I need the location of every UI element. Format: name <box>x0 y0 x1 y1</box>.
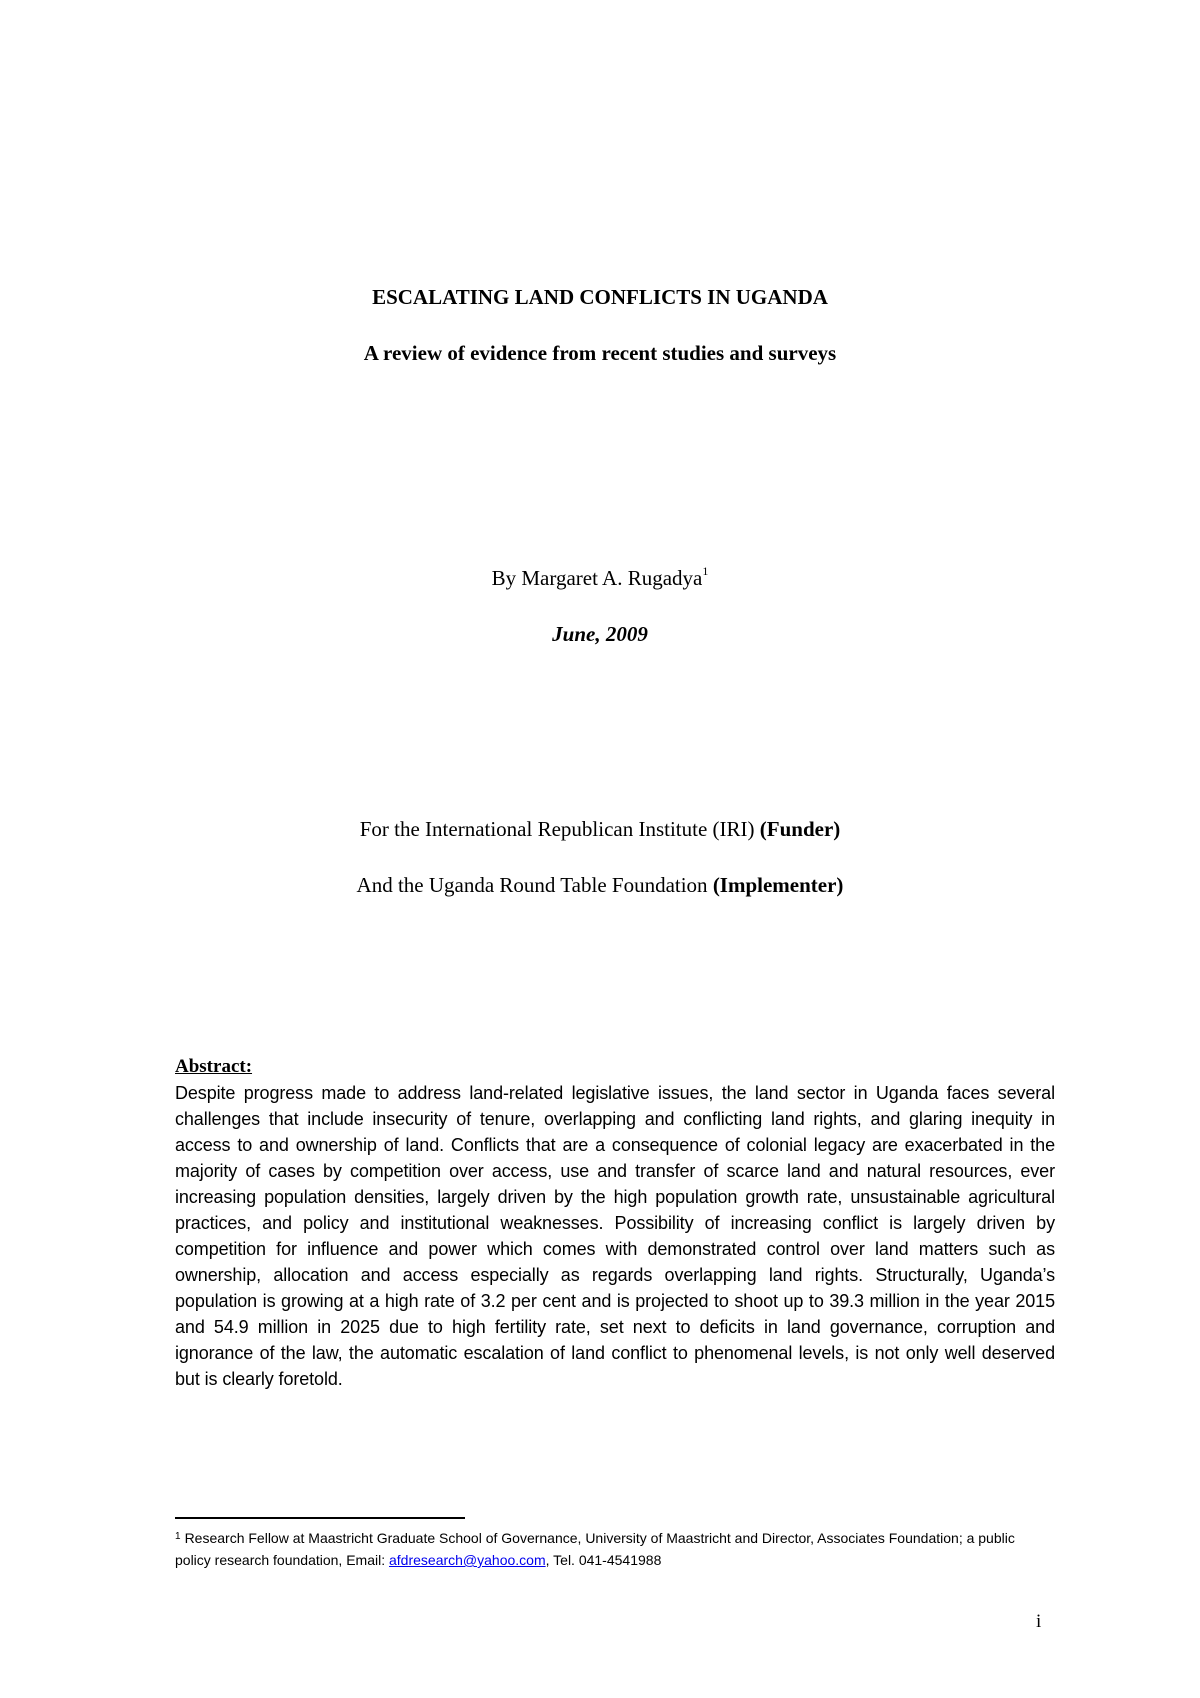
funder-role: (Funder) <box>759 817 841 841</box>
funder-text: For the International Republican Institute (IRI) <box>359 817 760 841</box>
implementer-line <box>0 873 1200 898</box>
page-number: i <box>1036 1611 1042 1632</box>
author-line <box>0 566 1200 591</box>
abstract-body: Despite progress made to address land-related legislative issues, the land sector in Uganda faces several challenges that include insecurity of tenure, overlapping and conflicting land rights, and glaring inequity in access to and ownership of land. Conflicts that are a consequence of colonial legacy are exacerbated in the majority of cases by competition over access, use and transfer of scarce land and natural resources, ever increasing population densities, largely driven by the high population growth rate, unsustainable agricultural practices, and policy and institutional weaknesses. Possibility of increasing conflict is largely driven by competition for influence and power which comes with demonstrated control over land matters such as ownership, allocation and access especially as regards overlapping land rights. Structurally, Uganda’s population is growing at a high rate of 3.2 per cent and is projected to shoot up to 39.3 million in the year 2015 and 54.9 million in 2025 due to high fertility rate, set next to deficits in land governance, corruption and ignorance of the law, the automatic escalation of land conflict to phenomenal levels, is not only well deserved but is clearly foretold. <box>175 1083 1055 1389</box>
author-footnote-marker: 1 <box>702 564 709 578</box>
document-title: ESCALATING LAND CONFLICTS IN UGANDA <box>372 285 828 309</box>
footnote-text: Research Fellow at Maastricht Graduate School of Governance, University of Maastricht and Director, Associates Foundation; a public policy research foundation, Email: <box>175 1530 1015 1568</box>
abstract-heading: Abstract: <box>175 1056 253 1077</box>
author-name: By Margaret A. Rugadya <box>491 566 703 590</box>
footnote-marker: 1 <box>175 1531 181 1542</box>
implementer-role: (Implementer) <box>712 873 844 897</box>
document-subtitle: A review of evidence from recent studies and surveys <box>363 341 837 365</box>
funder-line <box>0 817 1200 842</box>
document-date: June, 2009 <box>552 622 648 646</box>
footnote <box>175 1527 1045 1571</box>
implementer-text: And the Uganda Round Table Foundation <box>356 873 713 897</box>
footnote-separator <box>175 1517 465 1519</box>
footnote-telephone: , Tel. 041-4541988 <box>545 1552 662 1568</box>
abstract-section <box>175 1054 1055 1392</box>
footnote-email-link[interactable]: afdresearch@yahoo.com <box>389 1552 546 1568</box>
